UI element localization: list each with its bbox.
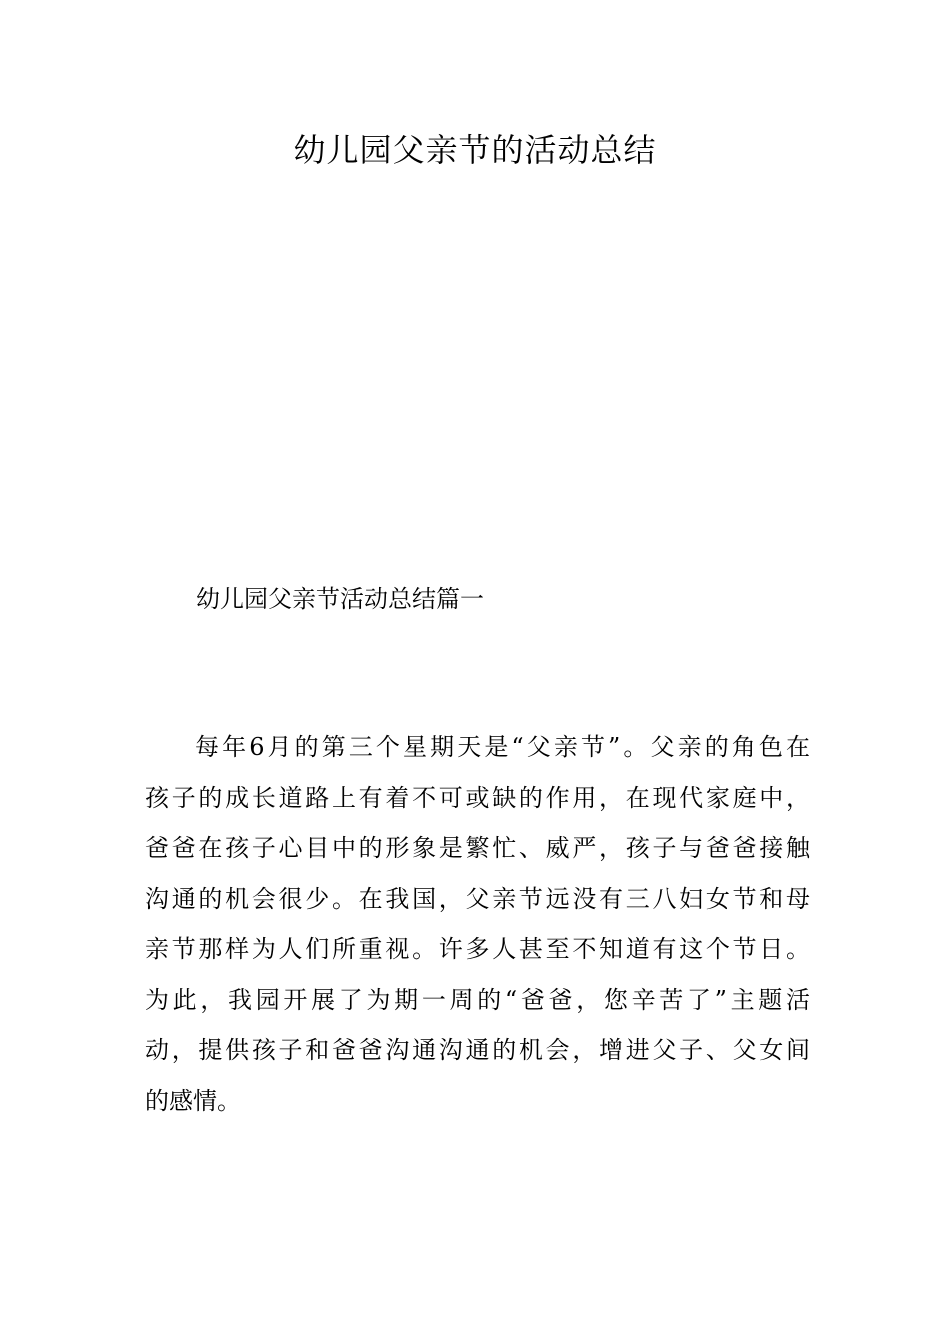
section-heading: 幼儿园父亲节活动总结篇一 (196, 585, 484, 613)
document-title: 幼儿园父亲节的活动总结 (293, 131, 657, 169)
paragraph-line: 每年6月的第三个星期天是“父亲节”。父亲的角色在 (195, 733, 810, 761)
paragraph-line: 为此，我园开展了为期一周的“爸爸，您辛苦了”主题活 (145, 985, 810, 1014)
paragraph-line: 的感情。 (145, 1086, 241, 1115)
paragraph-line: 爸爸在孩子心目中的形象是繁忙、威严，孩子与爸爸接触 (145, 834, 810, 862)
paragraph-line: 孩子的成长道路上有着不可或缺的作用，在现代家庭中， (145, 783, 810, 812)
paragraph-line: 亲节那样为人们所重视。许多人甚至不知道有这个节日。 (145, 935, 810, 963)
body-paragraph (145, 726, 810, 1130)
paragraph-line: 沟通的机会很少。在我国，父亲节远没有三八妇女节和母 (145, 884, 810, 913)
paragraph-line: 动，提供孩子和爸爸沟通沟通的机会，增进父子、父女间 (145, 1036, 810, 1064)
